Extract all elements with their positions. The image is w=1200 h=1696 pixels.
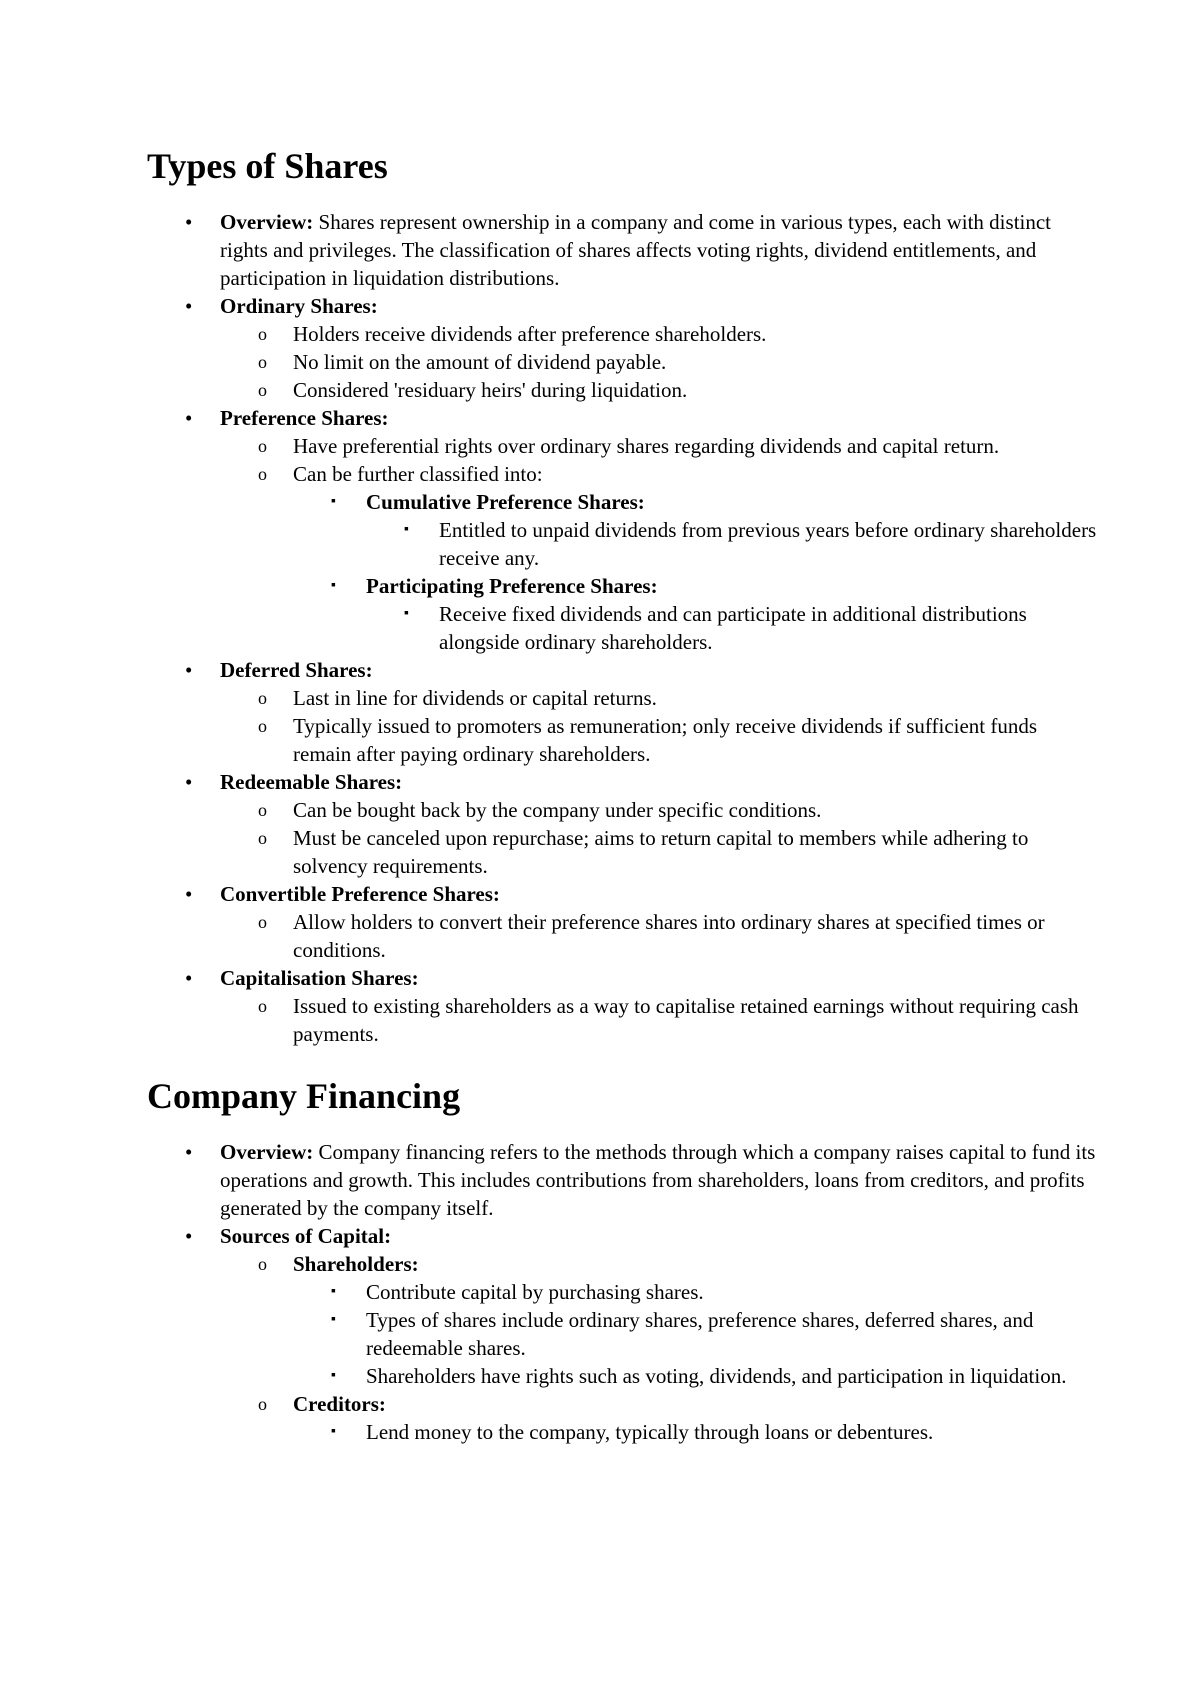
item-label: Ordinary Shares: [220, 294, 378, 318]
square-bullet-icon: ▪ [404, 606, 409, 621]
detail-item [366, 516, 1100, 572]
sub-item-text: Holders receive dividends after preference shareholders. [293, 322, 767, 346]
bullet-icon: • [185, 770, 193, 794]
square-bullet-icon: ▪ [331, 1424, 336, 1439]
item-label: Deferred Shares: [220, 658, 373, 682]
bullet-icon: • [185, 966, 193, 990]
circle-bullet-icon: o [258, 436, 267, 456]
sub-sub-item-text: Contribute capital by purchasing shares. [366, 1280, 704, 1304]
sub-item [220, 796, 1100, 824]
sub-item-text: Have preferential rights over ordinary shares regarding dividends and capital return. [293, 434, 1000, 458]
circle-bullet-icon: o [258, 380, 267, 400]
circle-bullet-icon: o [258, 828, 267, 848]
sub-list [220, 684, 1100, 768]
square-bullet-icon: ▪ [331, 1284, 336, 1299]
sub-item-text: Last in line for dividends or capital returns. [293, 686, 657, 710]
sub-sub-item-label: Participating Preference Shares: [366, 574, 658, 598]
sub-sub-item [293, 1278, 1100, 1306]
sub-sub-item [293, 1418, 1100, 1446]
section-heading-types-of-shares: Types of Shares [147, 146, 388, 186]
detail-item [366, 600, 1100, 656]
sub-sub-item [293, 1362, 1100, 1390]
sub-sub-item-text: Types of shares include ordinary shares, preference shares, deferred shares, and redeemable shares. [366, 1308, 1034, 1360]
circle-bullet-icon: o [258, 352, 267, 372]
item-label: Redeemable Shares: [220, 770, 403, 794]
sub-item-text: No limit on the amount of dividend payable. [293, 350, 667, 374]
sub-item [220, 348, 1100, 376]
bullet-icon: • [185, 882, 193, 906]
company-financing-list [147, 1138, 1100, 1446]
detail-text: Entitled to unpaid dividends from previous years before ordinary shareholders receive any. [439, 518, 1097, 570]
item-text: Shares represent ownership in a company and come in various types, each with distinct rights and privileges. The classification of shares affects voting rights, dividend entitlements, and participation in liquidation distributions. [220, 210, 1052, 290]
sub-sub-list [293, 1418, 1100, 1446]
square-bullet-icon: ▪ [404, 522, 409, 537]
detail-list [366, 600, 1100, 656]
sub-item-label: Shareholders: [293, 1252, 419, 1276]
section-heading-company-financing: Company Financing [147, 1076, 461, 1116]
item-label: Sources of Capital: [220, 1224, 392, 1248]
types-of-shares-list [147, 208, 1100, 1048]
sub-list [220, 320, 1100, 404]
list-item-ordinary-shares [147, 292, 1100, 404]
sub-list [220, 992, 1100, 1048]
circle-bullet-icon: o [258, 1254, 267, 1274]
item-label: Capitalisation Shares: [220, 966, 419, 990]
circle-bullet-icon: o [258, 688, 267, 708]
sub-list [220, 796, 1100, 880]
square-bullet-icon: ▪ [331, 1368, 336, 1383]
sub-sub-list [293, 488, 1100, 656]
bullet-icon: • [185, 658, 193, 682]
sub-item [220, 376, 1100, 404]
circle-bullet-icon: o [258, 1394, 267, 1414]
sub-list [220, 432, 1100, 656]
item-label: Overview: [220, 1140, 314, 1164]
sub-item [220, 908, 1100, 964]
item-text: Company financing refers to the methods through which a company raises capital to fund its operations and growth. This includes contributions from shareholders, loans from creditors, and profits generated by the company itself. [220, 1140, 1096, 1220]
sub-item-text: Typically issued to promoters as remuneration; only receive dividends if sufficient funds remain after paying ordinary shareholders. [293, 714, 1038, 766]
sub-item [220, 432, 1100, 460]
circle-bullet-icon: o [258, 912, 267, 932]
bullet-icon: • [185, 294, 193, 318]
sub-sub-list [293, 1278, 1100, 1390]
sub-item [220, 712, 1100, 768]
sub-item [220, 684, 1100, 712]
sub-item-shareholders [220, 1250, 1100, 1390]
sub-item [220, 320, 1100, 348]
sub-item-label: Creditors: [293, 1392, 386, 1416]
sub-sub-item [293, 572, 1100, 656]
circle-bullet-icon: o [258, 996, 267, 1016]
sub-sub-item-text: Shareholders have rights such as voting, dividends, and participation in liquidation. [366, 1364, 1067, 1388]
list-item-convertible-preference-shares [147, 880, 1100, 964]
square-bullet-icon: ▪ [331, 494, 336, 509]
sub-sub-item-text: Lend money to the company, typically through loans or debentures. [366, 1420, 934, 1444]
circle-bullet-icon: o [258, 464, 267, 484]
bullet-icon: • [185, 1224, 193, 1248]
item-label: Overview: [220, 210, 314, 234]
sub-item-creditors [220, 1390, 1100, 1446]
square-bullet-icon: ▪ [331, 578, 336, 593]
square-bullet-icon: ▪ [331, 1312, 336, 1327]
sub-item-text: Can be bought back by the company under specific conditions. [293, 798, 822, 822]
sub-sub-item [293, 488, 1100, 572]
sub-item [220, 824, 1100, 880]
circle-bullet-icon: o [258, 800, 267, 820]
bullet-icon: • [185, 406, 193, 430]
sub-item-text: Considered 'residuary heirs' during liquidation. [293, 378, 688, 402]
sub-list [220, 1250, 1100, 1446]
list-item-deferred-shares [147, 656, 1100, 768]
sub-item-text: Can be further classified into: [293, 462, 543, 486]
list-item-sources-of-capital [147, 1222, 1100, 1446]
sub-item [220, 992, 1100, 1048]
sub-sub-item-label: Cumulative Preference Shares: [366, 490, 645, 514]
sub-list [220, 908, 1100, 964]
detail-text: Receive fixed dividends and can participate in additional distributions alongside ordinary shareholders. [439, 602, 1027, 654]
sub-sub-item [293, 1306, 1100, 1362]
list-item-overview [147, 208, 1100, 292]
sub-item [220, 460, 1100, 656]
sub-item-text: Allow holders to convert their preference shares into ordinary shares at specified times or conditions. [293, 910, 1045, 962]
list-item-redeemable-shares [147, 768, 1100, 880]
bullet-icon: • [185, 210, 193, 234]
bullet-icon: • [185, 1140, 193, 1164]
detail-list [366, 516, 1100, 572]
item-label: Preference Shares: [220, 406, 389, 430]
circle-bullet-icon: o [258, 716, 267, 736]
sub-item-text: Issued to existing shareholders as a way to capitalise retained earnings without requiring cash payments. [293, 994, 1079, 1046]
circle-bullet-icon: o [258, 324, 267, 344]
list-item-overview [147, 1138, 1100, 1222]
sub-item-text: Must be canceled upon repurchase; aims to return capital to members while adhering to solvency requirements. [293, 826, 1029, 878]
list-item-preference-shares [147, 404, 1100, 656]
item-label: Convertible Preference Shares: [220, 882, 500, 906]
list-item-capitalisation-shares [147, 964, 1100, 1048]
